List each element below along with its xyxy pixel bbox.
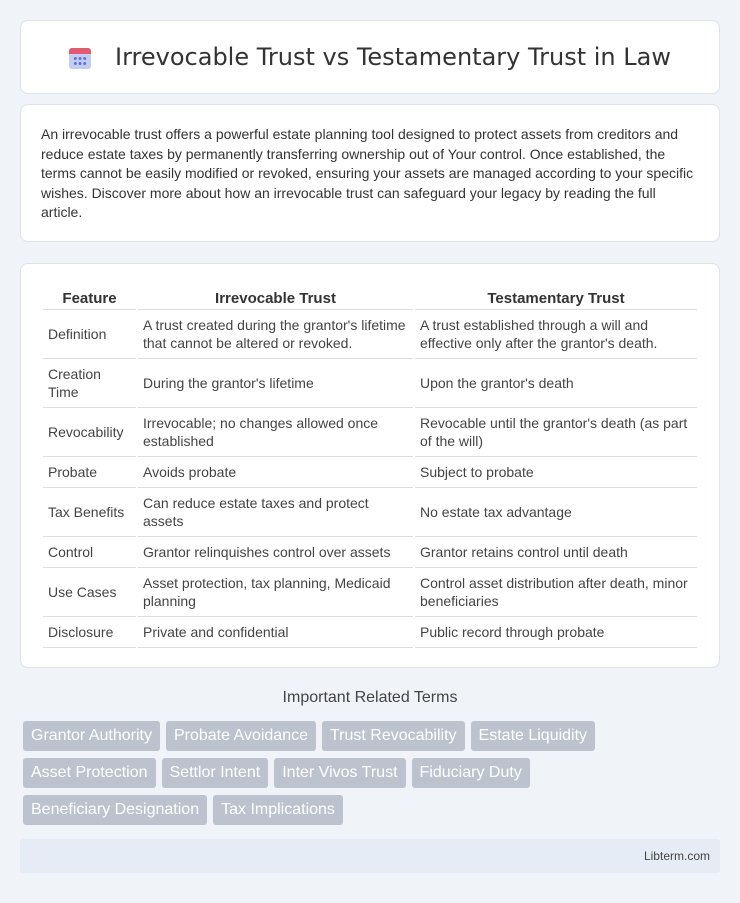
table-row: [43, 310, 697, 359]
comparison-table: [41, 284, 699, 648]
cell-feature: Creation Time: [43, 359, 136, 408]
table-header-row: [43, 284, 697, 310]
table-row: [43, 488, 697, 537]
title-card: [20, 20, 720, 94]
tag-beneficiary-designation[interactable]: Beneficiary Designation: [23, 795, 207, 825]
tag-inter-vivos-trust[interactable]: Inter Vivos Trust: [274, 758, 405, 788]
tag-tax-implications[interactable]: Tax Implications: [213, 795, 343, 825]
related-terms-tags: [23, 721, 723, 832]
cell-feature: Probate: [43, 457, 136, 488]
table-row: [43, 408, 697, 457]
cell-feature: Definition: [43, 310, 136, 359]
header-irrevocable: Irrevocable Trust: [138, 284, 413, 310]
cell-testamentary: Upon the grantor's death: [415, 359, 697, 408]
tag-fiduciary-duty[interactable]: Fiduciary Duty: [412, 758, 530, 788]
cell-testamentary: Revocable until the grantor's death (as part of the will): [415, 408, 697, 457]
cell-testamentary: Grantor retains control until death: [415, 537, 697, 568]
cell-irrevocable: Can reduce estate taxes and protect assets: [138, 488, 413, 537]
cell-irrevocable: Avoids probate: [138, 457, 413, 488]
cell-testamentary: No estate tax advantage: [415, 488, 697, 537]
page-title: Irrevocable Trust vs Testamentary Trust in Law: [115, 43, 671, 71]
tag-grantor-authority[interactable]: Grantor Authority: [23, 721, 160, 751]
tag-row: [23, 758, 723, 788]
table-row: [43, 537, 697, 568]
footer: [20, 839, 720, 873]
tag-trust-revocability[interactable]: Trust Revocability: [322, 721, 465, 751]
cell-feature: Revocability: [43, 408, 136, 457]
cell-feature: Disclosure: [43, 617, 136, 648]
cell-testamentary: Public record through probate: [415, 617, 697, 648]
intro-text: An irrevocable trust offers a powerful estate planning tool designed to protect assets from creditors and reduce estate taxes by permanently transferring ownership out of Your control. Once established, the terms cannot be easily modified or revoked, ensuring your assets are managed according to your specific wishes. Discover more about how an irrevocable trust can safeguard your legacy by reading the full article.: [41, 126, 694, 221]
calendar-icon: [69, 45, 91, 69]
cell-testamentary: A trust established through a will and effective only after the grantor's death.: [415, 310, 697, 359]
comparison-table-card: [20, 263, 720, 668]
tag-asset-protection[interactable]: Asset Protection: [23, 758, 156, 788]
cell-irrevocable: A trust created during the grantor's lifetime that cannot be altered or revoked.: [138, 310, 413, 359]
tag-estate-liquidity[interactable]: Estate Liquidity: [471, 721, 596, 751]
cell-irrevocable: Grantor relinquishes control over assets: [138, 537, 413, 568]
cell-irrevocable: Asset protection, tax planning, Medicaid planning: [138, 568, 413, 617]
cell-feature: Control: [43, 537, 136, 568]
tag-probate-avoidance[interactable]: Probate Avoidance: [166, 721, 316, 751]
footer-site-link[interactable]: Libterm.com: [643, 849, 710, 863]
table-row: [43, 457, 697, 488]
related-terms-title: Important Related Terms: [282, 689, 458, 706]
cell-irrevocable: Irrevocable; no changes allowed once established: [138, 408, 413, 457]
table-row: [43, 359, 697, 408]
cell-testamentary: Subject to probate: [415, 457, 697, 488]
cell-feature: Tax Benefits: [43, 488, 136, 537]
header-testamentary: Testamentary Trust: [415, 284, 697, 310]
tag-row: [23, 795, 723, 825]
cell-irrevocable: Private and confidential: [138, 617, 413, 648]
cell-testamentary: Control asset distribution after death, minor beneficiaries: [415, 568, 697, 617]
cell-feature: Use Cases: [43, 568, 136, 617]
header-feature: Feature: [43, 284, 136, 310]
table-row: [43, 568, 697, 617]
cell-irrevocable: During the grantor's lifetime: [138, 359, 413, 408]
tag-settlor-intent[interactable]: Settlor Intent: [162, 758, 269, 788]
table-row: [43, 617, 697, 648]
tag-row: [23, 721, 723, 751]
intro-card: [20, 104, 720, 242]
